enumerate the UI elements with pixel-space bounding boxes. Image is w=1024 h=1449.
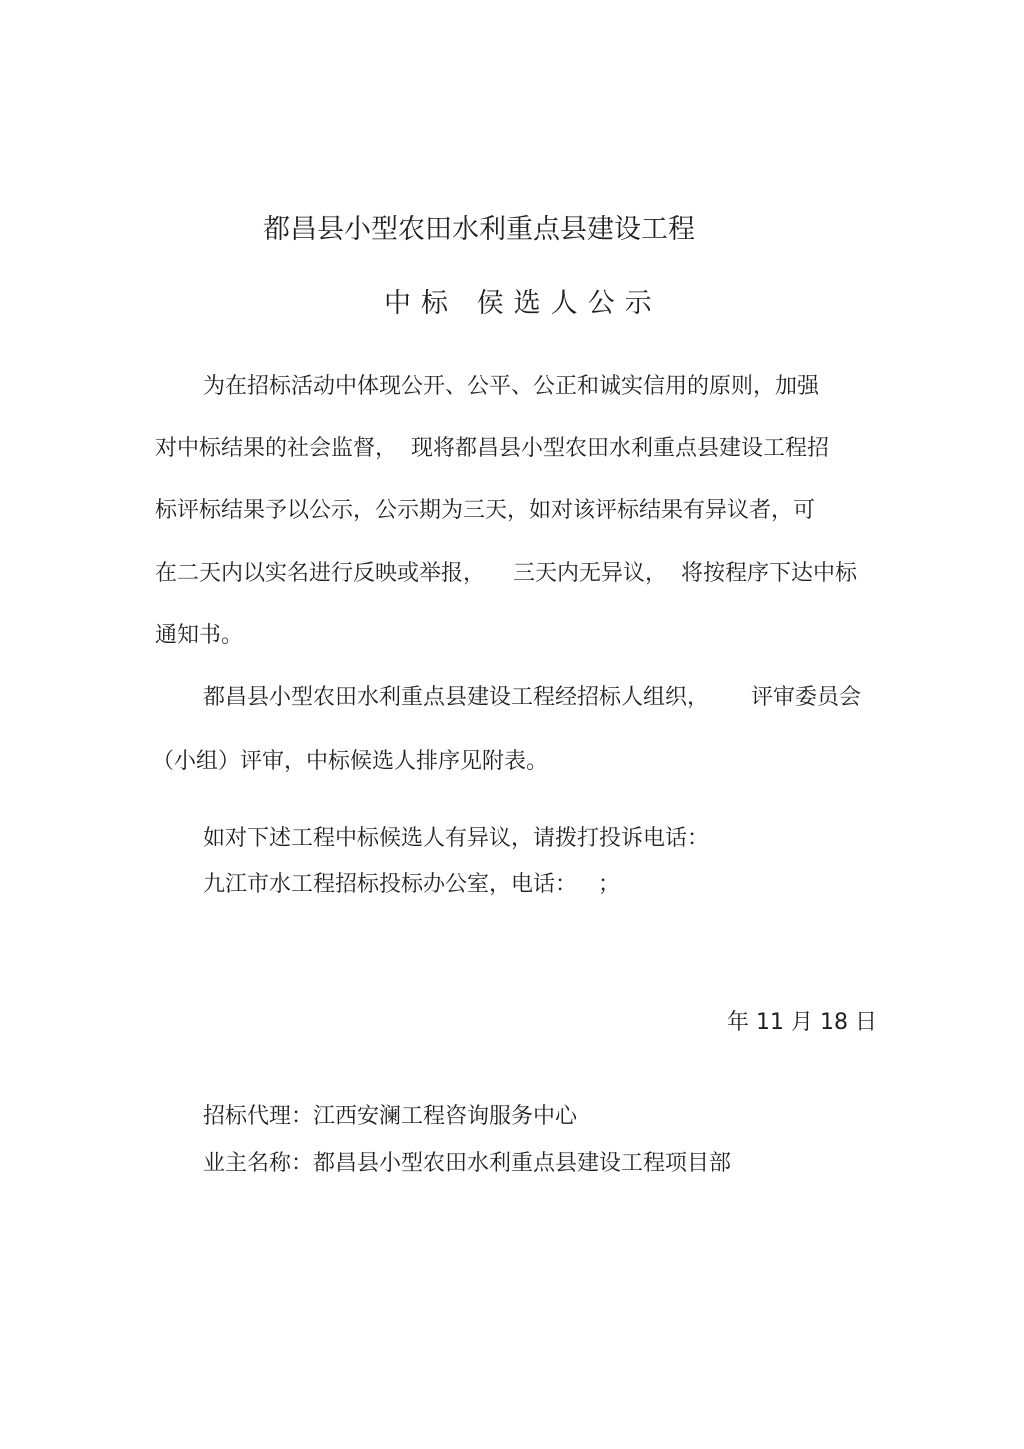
paragraph-2-line-1: 都昌县小型农田水利重点县建设工程经招标人组织， 评审委员会: [203, 685, 861, 710]
complaint-line-2: 九江市水工程招标投标办公室，电话： ；: [203, 872, 620, 897]
document-subtitle: 中标 侯选人公示: [384, 288, 662, 319]
paragraph-2-line-2: （小组）评审，中标候选人排序见附表。: [152, 749, 549, 774]
paragraph-1-line-4: 在二天内以实名进行反映或举报， 三天内无异议， 将按程序下达中标: [155, 561, 857, 586]
project-owner: 业主名称：都昌县小型农田水利重点县建设工程项目部: [203, 1151, 732, 1176]
tender-agent: 招标代理：江西安澜工程咨询服务中心: [203, 1104, 578, 1129]
paragraph-1-line-3: 标评标结果予以公示，公示期为三天，如对该评标结果有异议者，可: [155, 498, 816, 523]
paragraph-1-line-2: 对中标结果的社会监督， 现将都昌县小型农田水利重点县建设工程招: [155, 436, 829, 461]
document-title: 都昌县小型农田水利重点县建设工程: [263, 214, 695, 245]
paragraph-1-line-1: 为在招标活动中体现公开、公平、公正和诚实信用的原则，加强: [203, 374, 820, 399]
paragraph-1-line-5: 通知书。: [155, 623, 244, 648]
document-date: 年 11 月 18 日: [727, 1010, 877, 1035]
complaint-line-1: 如对下述工程中标候选人有异议，请拨打投诉电话：: [203, 826, 710, 851]
